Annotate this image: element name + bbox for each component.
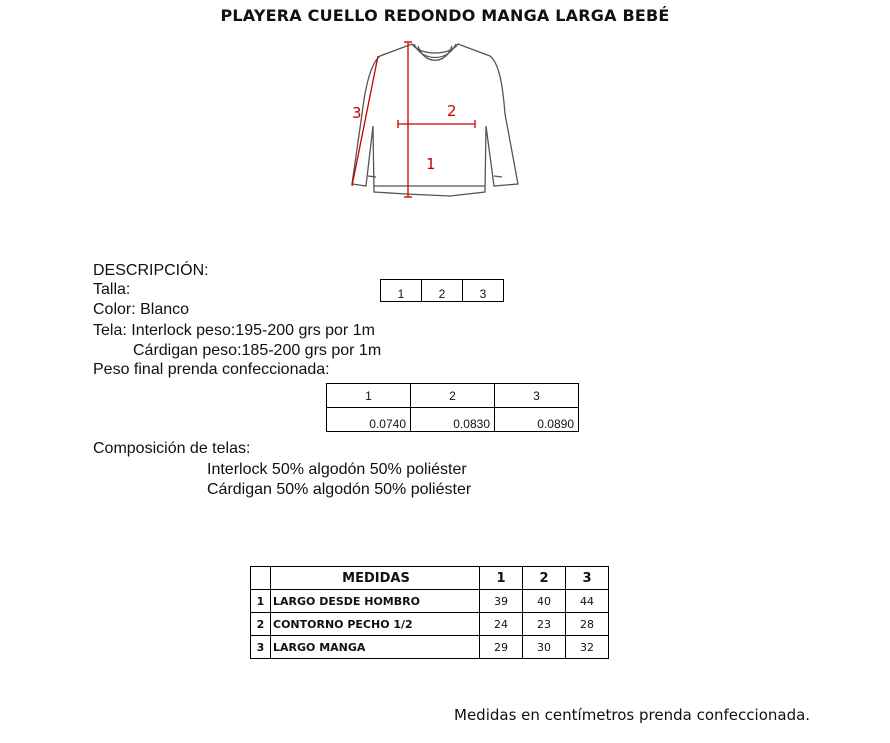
peso-size-cell: 1 <box>327 384 411 408</box>
composition-cardigan: Cárdigan 50% algodón 50% poliéster <box>207 481 472 498</box>
row-value: 28 <box>566 613 609 636</box>
peso-table <box>326 383 579 432</box>
measure-lines <box>352 42 475 197</box>
tela-line: Tela: Interlock peso:195-200 grs por 1m <box>93 322 375 339</box>
table-row <box>251 636 609 659</box>
composition-heading: Composición de telas: <box>93 440 251 457</box>
medidas-header-blank <box>251 567 271 590</box>
peso-weight-cell: 0.0830 <box>411 408 495 432</box>
row-value: 24 <box>480 613 523 636</box>
peso-size-cell: 2 <box>411 384 495 408</box>
row-value: 23 <box>523 613 566 636</box>
peso-size-cell: 3 <box>495 384 579 408</box>
measure-label-1: 1 <box>426 155 436 173</box>
measure-label-2: 2 <box>447 102 457 120</box>
peso-weight-cell: 0.0890 <box>495 408 579 432</box>
shirt-outline <box>352 44 518 196</box>
color-line: Color: Blanco <box>93 301 190 318</box>
footnote: Medidas en centímetros prenda confeccionada. <box>454 706 811 724</box>
medidas-table <box>250 566 609 659</box>
talla-table <box>380 279 504 302</box>
row-label: LARGO MANGA <box>271 636 480 659</box>
row-value: 40 <box>523 590 566 613</box>
medidas-size-header: 3 <box>566 567 609 590</box>
row-number: 3 <box>251 636 271 659</box>
row-value: 32 <box>566 636 609 659</box>
row-value: 44 <box>566 590 609 613</box>
table-row <box>251 590 609 613</box>
row-number: 1 <box>251 590 271 613</box>
talla-cell: 1 <box>381 280 422 302</box>
talla-label: Talla: <box>93 281 131 298</box>
composition-interlock: Interlock 50% algodón 50% poliéster <box>207 461 467 478</box>
row-label: CONTORNO PECHO 1/2 <box>271 613 480 636</box>
shirt-diagram <box>340 34 530 204</box>
row-number: 2 <box>251 613 271 636</box>
talla-cell: 3 <box>463 280 504 302</box>
medidas-size-header: 2 <box>523 567 566 590</box>
table-row <box>251 613 609 636</box>
medidas-size-header: 1 <box>480 567 523 590</box>
row-value: 30 <box>523 636 566 659</box>
row-value: 29 <box>480 636 523 659</box>
measure-label-3: 3 <box>352 104 362 122</box>
peso-weight-cell: 0.0740 <box>327 408 411 432</box>
medidas-header: MEDIDAS <box>271 567 480 590</box>
peso-heading: Peso final prenda confeccionada: <box>93 361 330 378</box>
row-value: 39 <box>480 590 523 613</box>
description-heading: DESCRIPCIÓN: <box>93 262 209 279</box>
row-label: LARGO DESDE HOMBRO <box>271 590 480 613</box>
talla-cell: 2 <box>422 280 463 302</box>
cardigan-weight-line: Cárdigan peso:185-200 grs por 1m <box>133 342 382 359</box>
page-title: PLAYERA CUELLO REDONDO MANGA LARGA BEBÉ <box>220 6 670 25</box>
